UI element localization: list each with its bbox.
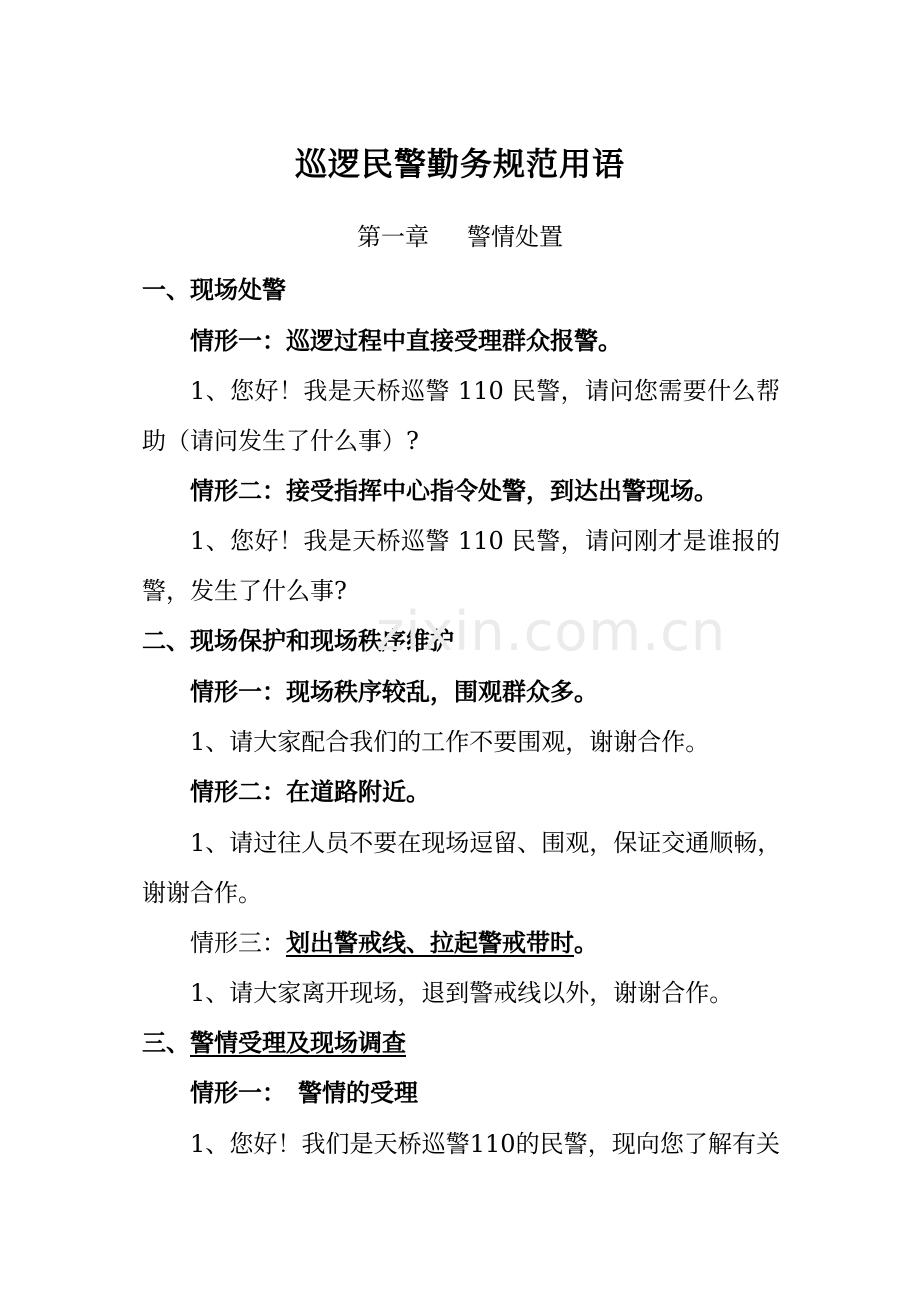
case-label: 情形二：接受指挥中心指令处警，到达出警现场。 (190, 476, 718, 505)
section-heading-3 (142, 1028, 406, 1058)
document-title: 巡逻民警勤务规范用语 (294, 145, 625, 183)
paragraph-line: 警，发生了什么事? (142, 577, 347, 605)
paragraph-line: 1、请过往人员不要在现场逗留、围观，保证交通顺畅， (190, 829, 782, 857)
paragraph-line: 助（请问发生了什么事）? (142, 427, 419, 455)
case-label-prefix: 情形三： (190, 929, 286, 957)
case-label: 情形一：巡逻过程中直接受理群众报警。 (190, 326, 622, 355)
case-label: 情形一：现场秩序较乱，围观群众多。 (190, 677, 598, 706)
case-label-suffix: 。 (574, 928, 598, 957)
chapter-heading (0, 222, 920, 252)
case-label (190, 928, 598, 958)
paragraph-line: 1、您好！我是天桥巡警 110 民警，请问刚才是谁报的 (190, 527, 780, 555)
paragraph-line: 谢谢合作。 (142, 879, 262, 907)
paragraph-line: 1、请大家离开现场，退到警戒线以外，谢谢合作。 (190, 979, 734, 1007)
chapter-number: 第一章 (357, 223, 429, 251)
section-heading-prefix: 三、 (142, 1028, 190, 1057)
paragraph-line: 1、您好！我是天桥巡警 110 民警，请问您需要什么帮 (190, 377, 780, 405)
section-heading-underlined: 警情受理及现场调查 (190, 1028, 406, 1057)
case-label-underlined: 划出警戒线、拉起警戒带时 (286, 928, 574, 957)
chapter-name: 警情处置 (467, 223, 563, 251)
paragraph-line: 1、您好！我们是天桥巡警110的民警，现向您了解有关 (190, 1130, 780, 1158)
watermark: zixin.com.cn (376, 600, 727, 663)
paragraph-line: 1、请大家配合我们的工作不要围观，谢谢合作。 (190, 728, 710, 756)
section-heading-1: 一、现场处警 (142, 275, 286, 304)
case-label: 情形一： 警情的受理 (190, 1078, 418, 1107)
section-heading-2: 二、现场保护和现场秩序维护 (142, 626, 454, 655)
case-label: 情形二：在道路附近。 (190, 777, 430, 806)
